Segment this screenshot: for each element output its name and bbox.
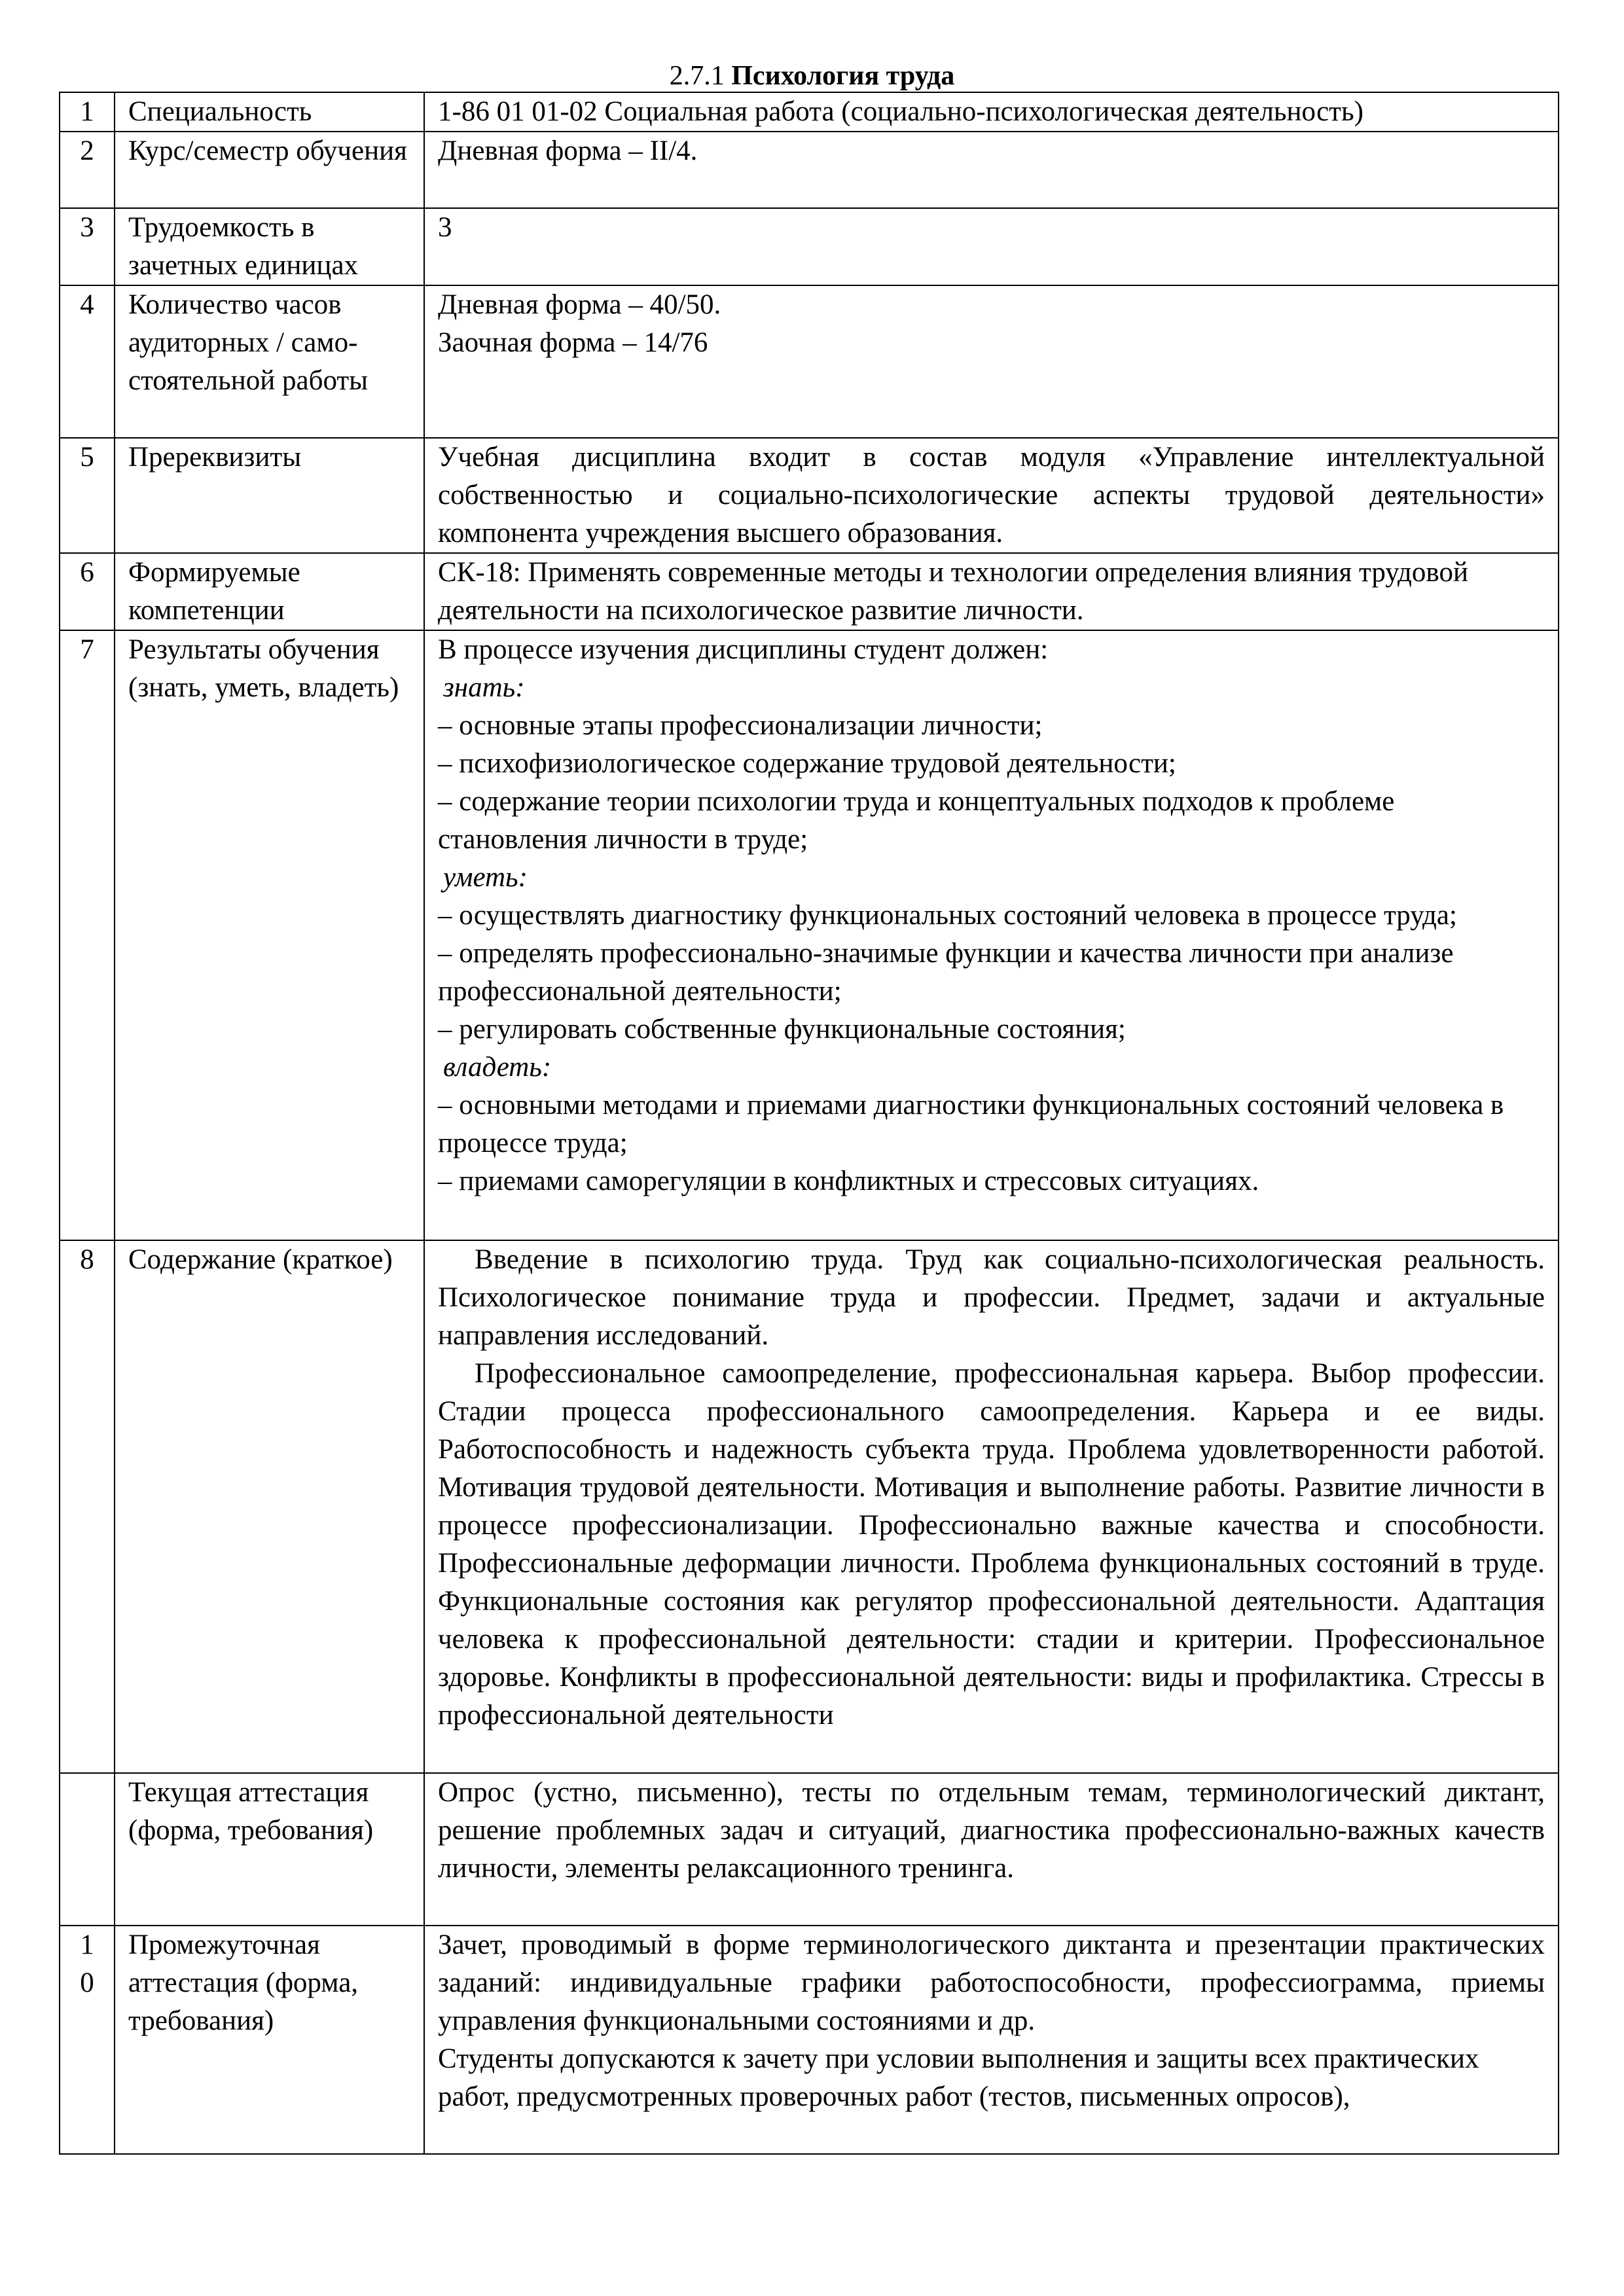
row-label: Курс/семестр обучения	[115, 132, 424, 208]
row-content: Учебная дисциплина входит в состав модуля «Управление интеллектуальной собственностью и социально-психологические аспекты трудовой деятельности» компонента учреждения высшего образования.	[424, 438, 1559, 553]
row-number: 3	[60, 208, 115, 285]
row-number: 1	[60, 92, 115, 132]
table-row	[60, 132, 1559, 208]
row-label: Результаты обучения (знать, уметь, владеть)	[115, 630, 424, 1240]
table-row	[60, 92, 1559, 132]
row-label: Специальность	[115, 92, 424, 132]
table-row	[60, 553, 1559, 630]
row-number: 8	[60, 1240, 115, 1773]
row-content: В процессе изучения дисциплины студент должен: знать: – основные этапы профессионализации личности; – психофизиологическое содержание трудовой деятельности; – содержание теории психологии труда и концептуальных подходов к проблеме становления личности в труде; уметь: – осуществлять диагностику функциональных состояний человека в процессе труда; – определять профессионально-значимые функции и качества личности при анализе профессиональной деятельности; – регулировать собственные функциональные состояния; владеть: – основными методами и приемами диагностики функциональных состояний человека в процессе труда; – приемами саморегуляции в конфликтных и стрессовых ситуациях.	[424, 630, 1559, 1240]
section-number: 2.7.1	[669, 61, 725, 91]
table-row	[60, 285, 1559, 438]
table-row	[60, 438, 1559, 553]
row-label: Трудоемкость в зачетных единицах	[115, 208, 424, 285]
row-number: 10	[60, 1926, 115, 2154]
discipline-title: Психология труда	[731, 61, 955, 91]
row-content: 1-86 01 01-02 Социальная работа (социально-психологическая деятельность)	[424, 92, 1559, 132]
row-content: Зачет, проводимый в форме терминологического диктанта и презентации практических заданий: индивидуальные графики работоспособности, профессиограмма, приемы управления функциональными состояниями и др. Студенты допускаются к зачету при условии выполнения и защиты всех практических работ, предусмотренных проверочных работ (тестов, письменных опросов),	[424, 1926, 1559, 2154]
row-number	[60, 1773, 115, 1926]
row-label: Пререквизиты	[115, 438, 424, 553]
row-label: Текущая аттестация (форма, требования)	[115, 1773, 424, 1926]
row-content: Введение в психологию труда. Труд как социально-психологическая реальность. Психологическое понимание труда и профессии. Предмет, задачи и актуальные направления исследований. Профессиональное самоопределение, профессиональная карьера. Выбор профессии. Стадии процесса профессионального самоопределения. Карьера и ее виды. Работоспособность и надежность субъекта труда. Проблема удовлетворенности работой. Мотивация трудовой деятельности. Мотивация и выполнение работы. Развитие личности в процессе профессионализации. Профессионально важные качества и способности. Профессиональные деформации личности. Проблема функциональных состояний в труде. Функциональные состояния как регулятор профессиональной деятельности. Адаптация человека к профессиональной деятельности: стадии и критерии. Профессиональное здоровье. Конфликты в профессиональной деятельности: виды и профилактика. Стрессы в профессиональной деятельности	[424, 1240, 1559, 1773]
table-row	[60, 1240, 1559, 1773]
table-row	[60, 208, 1559, 285]
row-number: 6	[60, 553, 115, 630]
table-row	[60, 630, 1559, 1240]
row-number: 4	[60, 285, 115, 438]
row-label: Содержание (краткое)	[115, 1240, 424, 1773]
syllabus-table	[59, 92, 1559, 2155]
table-row	[60, 1773, 1559, 1926]
row-number: 7	[60, 630, 115, 1240]
row-content: 3	[424, 208, 1559, 285]
table-row	[60, 1926, 1559, 2154]
row-label: Формируемые компетенции	[115, 553, 424, 630]
page-title	[0, 59, 1624, 93]
row-number: 5	[60, 438, 115, 553]
row-label: Количество часов аудиторных / само-стоятельной работы	[115, 285, 424, 438]
row-content: СК-18: Применять современные методы и технологии определения влияния трудовой деятельности на психологическое развитие личности.	[424, 553, 1559, 630]
row-content: Опрос (устно, письменно), тесты по отдельным темам, терминологический диктант, решение проблемных задач и ситуаций, диагностика профессионально-важных качеств личности, элементы релаксационного тренинга.	[424, 1773, 1559, 1926]
row-content: Дневная форма – 40/50. Заочная форма – 14/76	[424, 285, 1559, 438]
row-content: Дневная форма – II/4.	[424, 132, 1559, 208]
row-number: 2	[60, 132, 115, 208]
row-label: Промежуточная аттестация (форма, требования)	[115, 1926, 424, 2154]
